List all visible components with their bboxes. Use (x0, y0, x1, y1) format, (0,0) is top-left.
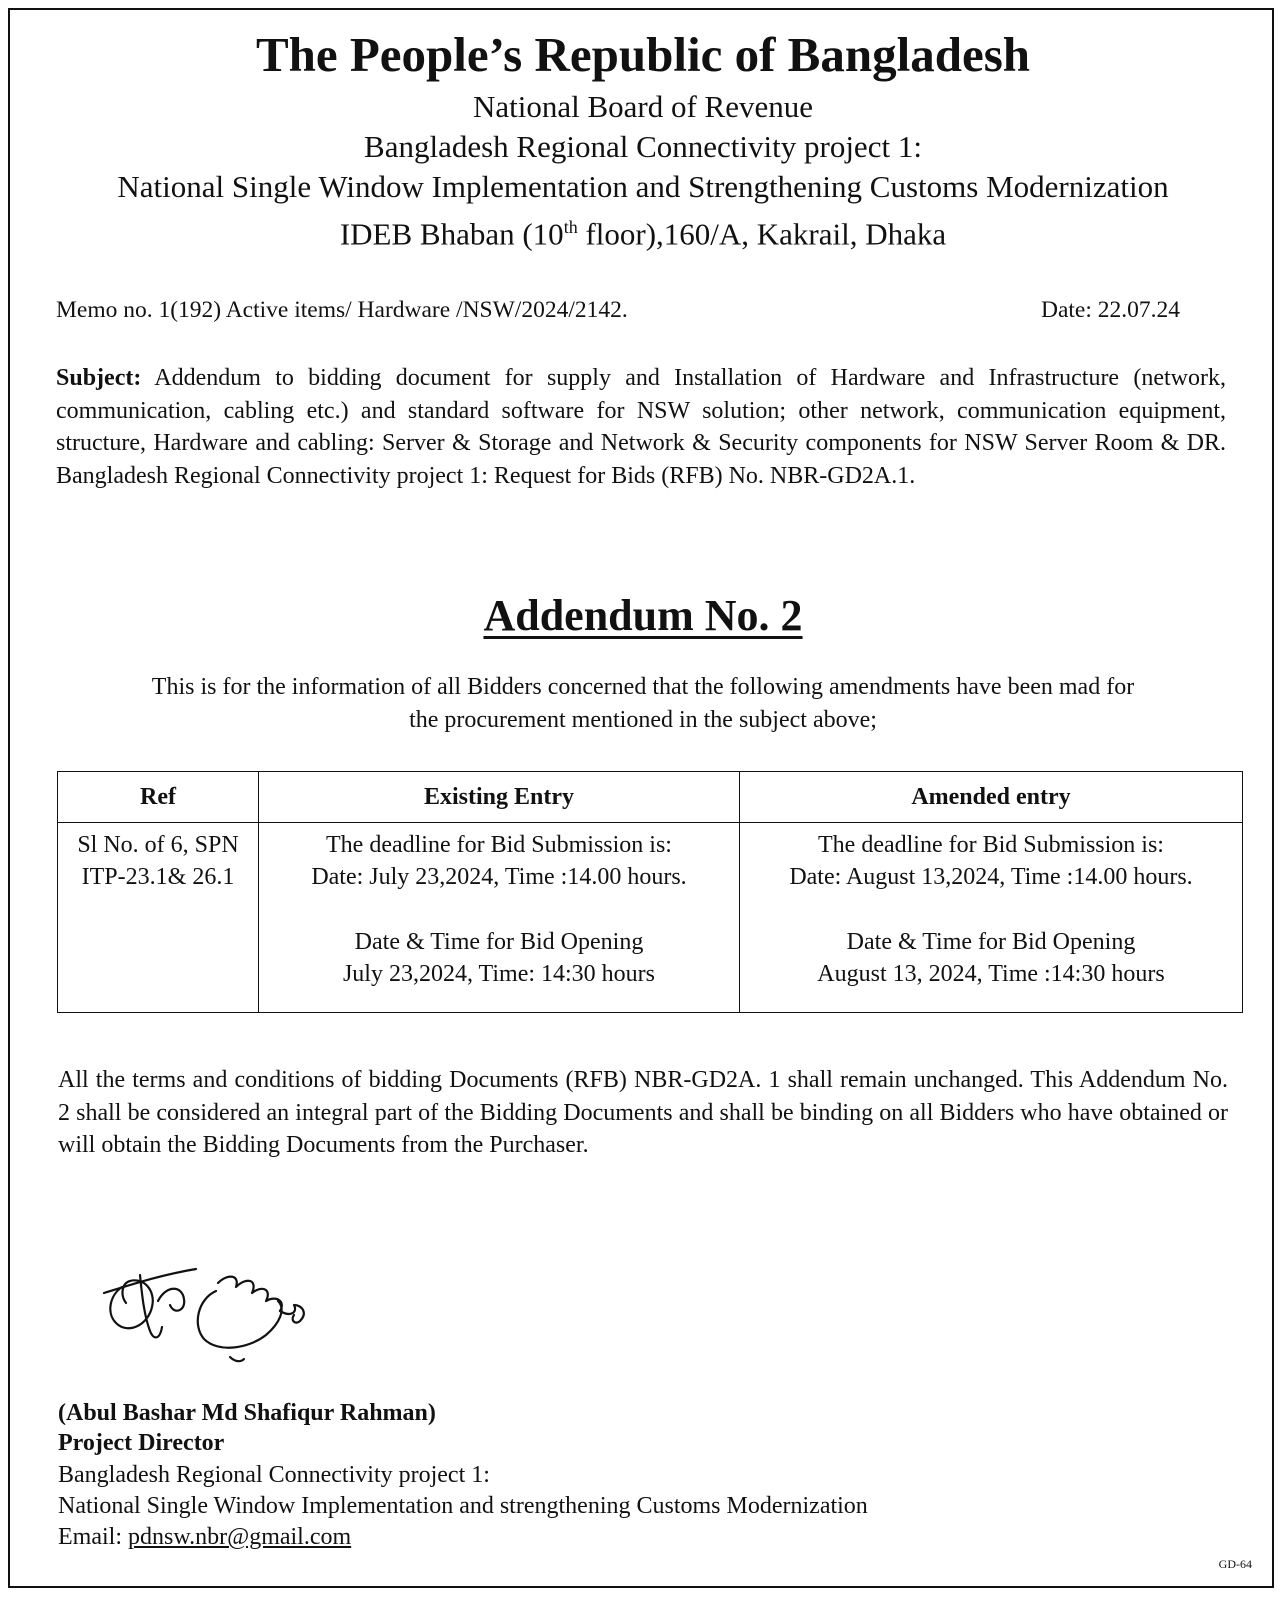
amended-deadline-value: Date: August 13,2024, Time :14.00 hours. (789, 864, 1193, 890)
organization-name: National Board of Revenue (472, 89, 814, 124)
signatory-title: Project Director (58, 1430, 225, 1456)
address-superscript: th (563, 217, 578, 237)
cell-existing (259, 823, 740, 1013)
project-name: Bangladesh Regional Connectivity project 1: (364, 129, 922, 164)
ref-line-2: ITP-23.1& 26.1 (81, 864, 235, 890)
existing-opening-label: Date & Time for Bid Opening (354, 929, 644, 955)
amended-deadline-label: The deadline for Bid Submission is: (818, 832, 1164, 858)
address-part-2: floor),160/A, Kakrail, Dhaka (577, 216, 947, 252)
amended-opening-value: August 13, 2024, Time :14:30 hours (817, 961, 1165, 987)
header-amended: Amended entry (740, 772, 1243, 823)
address-part-1: IDEB Bhaban (10 (339, 216, 564, 252)
amended-opening-label: Date & Time for Bid Opening (846, 929, 1136, 955)
closing-paragraph: All the terms and conditions of bidding Documents (RFB) NBR-GD2A. 1 shall remain unchanged. This Addendum No. 2 shall be considered an integral part of the Bidding Documents and shall be binding on all Bidders who have obtained or will obtain the Bidding Documents from the Purchaser. (58, 1067, 1228, 1158)
intro-line-1: This is for the information of all Bidders concerned that the following amendments have been mad for (151, 674, 1135, 700)
addendum-intro (0, 671, 1286, 737)
existing-opening-value: July 23,2024, Time: 14:30 hours (342, 961, 656, 987)
amendment-table (57, 771, 1243, 1013)
existing-deadline-value: Date: July 23,2024, Time :14.00 hours. (311, 864, 687, 890)
office-address (0, 207, 1286, 254)
email-link[interactable]: pdnsw.nbr@gmail.com (127, 1524, 352, 1550)
header-ref: Ref (58, 772, 259, 823)
signature-image (100, 1255, 330, 1375)
signatory-name: (Abul Bashar Md Shafiqur Rahman) (58, 1400, 436, 1426)
document-title: The People’s Republic of Bangladesh (255, 27, 1031, 82)
email-label: Email: (58, 1524, 128, 1550)
subject-paragraph (56, 362, 1226, 492)
memo-number: Memo no. 1(192) Active items/ Hardware /NSW/2024/2142. (56, 297, 628, 323)
memo-date: Date: 22.07.24 (1040, 297, 1180, 323)
signatory-project: Bangladesh Regional Connectivity project 1: (58, 1462, 490, 1488)
existing-deadline-label: The deadline for Bid Submission is: (326, 832, 672, 858)
program-name: National Single Window Implementation and Strengthening Customs Modernization (117, 169, 1169, 204)
table-header-row (58, 772, 1243, 823)
subject-label: Subject: (56, 365, 142, 391)
header-existing: Existing Entry (259, 772, 740, 823)
cell-amended (740, 823, 1243, 1013)
document-code: GD-64 (1218, 1557, 1252, 1571)
intro-line-2: the procurement mentioned in the subject above; (409, 707, 877, 733)
table-row (58, 823, 1243, 1013)
signatory-email-line (58, 1524, 351, 1551)
addendum-title: Addendum No. 2 (483, 591, 803, 640)
ref-line-1: Sl No. of 6, SPN (77, 832, 239, 858)
signatory-program: National Single Window Implementation and strengthening Customs Modernization (58, 1493, 868, 1519)
cell-ref (58, 823, 259, 1013)
subject-text: Addendum to bidding document for supply and Installation of Hardware and Infrastructure (network, communication, cabling etc.) and standard software for NSW solution; other network, communication equipment, structure, Hardware and cabling: Server & Storage and Network & Security components for NSW Server Room & DR. Bangladesh Regional Connectivity project 1: Request for Bids (RFB) No. NBR-GD2A.1. (56, 365, 1226, 489)
